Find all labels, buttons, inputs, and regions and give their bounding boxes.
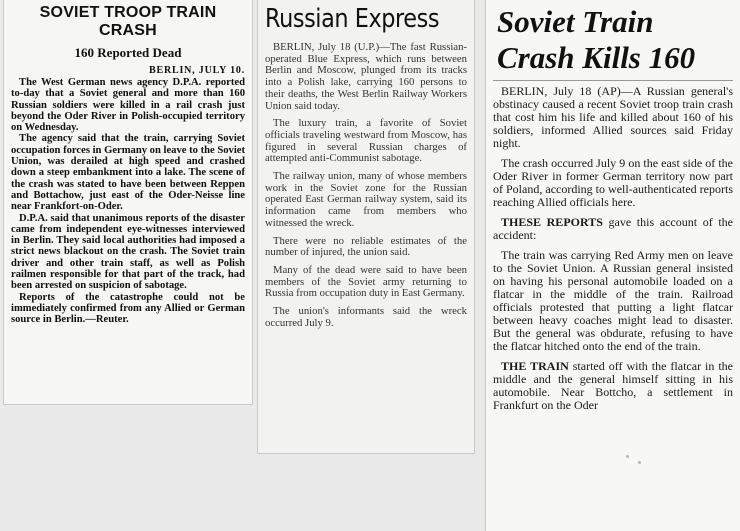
article-body (258, 0, 474, 329)
paragraph-text: started off with the flatcar in the middle and the general himself sitting in his automobile. Near Bottcho, a settlement in Frankfurt on the Oder (493, 359, 734, 412)
paragraph: D.P.A. said that unanimous reports of the disaster came from independent eye-witnesses interviewed in Berlin. They said local authorities had imposed a strict news blackout on the crash. The Soviet train driver and other train staff, as well as Polish railmen responsible for that part of the track, had been arrested on suspicion of sabotage. (11, 212, 245, 292)
article-body (4, 0, 252, 326)
print-speck (638, 461, 641, 464)
paragraph: Reports of the catastrophe could not be immediately confirmed from any Allied or German source in Berlin.—Reuter. (11, 291, 245, 326)
article-body (486, 0, 740, 412)
paragraph-lead: THESE REPORTS (501, 215, 603, 229)
subheadline: 160 Reported Dead (74, 45, 182, 60)
paragraph-text: The crash occurred July 9 on the east side of the Oder River in former German territory now part of Poland, according to well-authenticated reports reaching Allied officials here. (493, 156, 733, 209)
headline: SOVIET TROOP TRAIN CRASH (39, 4, 217, 39)
paragraph: There were no reliable estimates of the number of injured, the union said. (265, 234, 467, 259)
paragraph-lead: THE TRAIN (501, 359, 569, 373)
clipping-russian-express (258, 0, 474, 453)
clipping-soviet-troop-train-crash (4, 0, 252, 404)
print-speck (626, 455, 629, 458)
divider (493, 80, 733, 81)
paragraph (493, 216, 733, 242)
paragraph: Many of the dead were said to have been members of the Soviet army returning to Russia from occupation duty in East Germany. (265, 263, 467, 300)
paragraph: The agency said that the train, carrying Soviet occupation forces in Germany on leave to the Soviet Union, was derailed at high speed and crashed down a steep embankment into a lake. The scene of the crash was stated to have been between Reppen and Bottachow, just east of the Oder-Neisse line near Frankfort-on-Oder. (11, 133, 246, 213)
paragraph-text: The train was carrying Red Army men on leave to the Soviet Union. A Russian general insisted on having his personal automobile loaded on a flatcar in the middle of the train. Railroad officials protested that putting a light flatcar between heavy coaches might lead to disaster. But the general was obdurate, refusing to have the flatcar hitched onto the end of the train. (493, 248, 733, 353)
paragraph: The railway union, many of whose members work in the Soviet zone for the Russian operated East German railway system, said its information came from members who witnessed the wreck. (265, 170, 467, 229)
paragraph (493, 85, 733, 150)
paragraph-text: gave this account of the accident: (493, 215, 733, 242)
paragraph (493, 157, 733, 209)
paragraph: BERLIN, July 18 (U.P.)—The fast Russian-operated Blue Express, which runs between Berlin and Moscow, plunged from its tracks into a Polish lake, carrying 160 persons to their deaths, the West Berlin Railway Workers Union said today. (265, 41, 467, 112)
headline-line-1: Soviet Train (497, 4, 654, 39)
headline: Russian Express (265, 4, 440, 34)
paragraph-text: BERLIN, July 18 (AP)—A Russian general's obstinacy caused a recent Soviet troop train crash that cost him his life and killed about 160 of his soldiers, informed Allied sources said Friday night. (493, 84, 733, 150)
paragraph: The West German news agency D.P.A. reported to-day that a Soviet general and more than 160 Russian soldiers were killed in a rail crash just beyond the Oder River in Polish-occupied territory on Wednesday. (11, 77, 245, 134)
paragraph: The luxury train, a favorite of Soviet officials traveling westward from Moscow, has figured in several Russian charges of attempted anti-Communist sabotage. (265, 117, 467, 165)
paragraph: The union's informants said the wreck occurred July 9. (265, 305, 467, 329)
dateline: BERLIN, JULY 10. (149, 65, 245, 76)
paragraph (493, 249, 733, 353)
clipping-soviet-train-crash-kills-160 (486, 0, 740, 531)
headline-line-2: Crash Kills 160 (497, 40, 696, 75)
paragraph (493, 360, 733, 412)
